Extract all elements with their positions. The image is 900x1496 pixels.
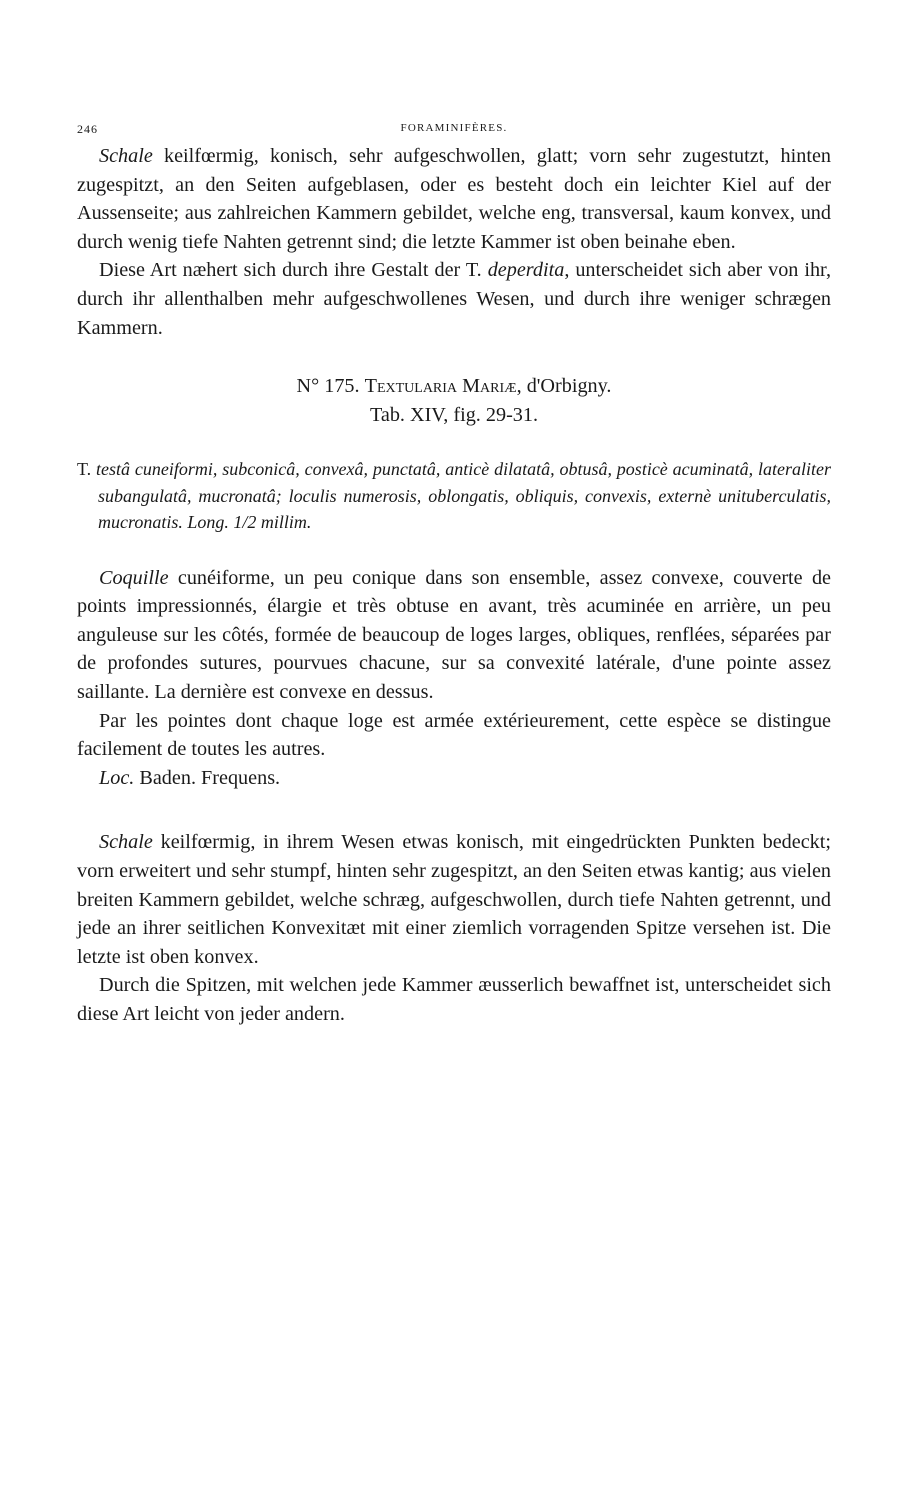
lead-word: Schale [99,145,153,167]
locality-line [77,764,831,793]
german-paragraph-1 [77,142,831,256]
running-title: FORAMINIFÈRES. [400,122,508,134]
running-header [77,118,831,142]
locality-label: Loc. [99,766,135,789]
lead-word: Coquille [99,566,169,589]
species-author: , d'Orbigny. [516,375,612,398]
latin-diagnosis [77,456,831,536]
german-paragraph-2 [77,256,831,342]
locality-text: Baden. Frequens. [134,766,281,789]
species-number: N° 175. [296,375,360,398]
diagnosis-text: testâ cuneiformi, subconicâ, convexâ, punctatâ, anticè dilatatâ, obtusâ, posticè acuminatâ, lateraliter subangulatâ, mucronatâ; loculis numerosis, oblongatis, obliquis, convexis, externè unituberculatis, mucronatis. Long. 1/2 millim. [91,459,831,533]
plate-reference: Tab. XIV, fig. 29-31. [369,404,539,427]
german-description-1 [77,142,831,342]
species-name: deperdita [487,259,565,282]
german-paragraph-4: Durch die Spitzen, mit welchen jede Kammer æusserlich bewaffnet ist, unterscheidet sich diese Art leicht von jeder andern. [77,974,831,1025]
paragraph-text: keilfœrmig, in ihrem Wesen etwas konisch, mit eingedrückten Punkten bedeckt; vorn erweitert und sehr stumpf, hinten sehr zugespitzt, an den Seiten etwas kantig; aus vielen breiten Kammern gebildet, welche schræg, aufgeschwollen, durch tiefe Nahten getrennt, und jede an ihrer seitlichen Konvexitæt mit einer ziemlich vorragenden Spitze versehen ist. Die letzte ist oben konvex. [77,831,831,968]
paragraph-text: , unterscheidet sich aber von ihr, durch ihr allenthalben mehr aufgeschwollenes Wesen, und durch ihre weniger schrægen Kammern. [77,259,832,339]
species-epithet: Mariæ [462,375,517,398]
page-number: 246 [77,122,98,136]
german-description-2 [77,828,831,1028]
french-paragraph-2: Par les pointes dont chaque loge est armée extérieurement, cette espèce se distingue facilement de toutes les autres. [77,709,831,761]
french-description [77,564,831,793]
genus-name: Textularia [364,375,458,398]
paragraph-text: cunéiforme, un peu conique dans son ensemble, assez convexe, couverte de points impressionnés, élargie et très obtuse en avant, très acuminée en arrière, un peu anguleuse sur les côtés, formée de beaucoup de loges larges, obliques, renflées, séparées par de profondes sutures, pourvues chacune, sur sa convexité latérale, d'une pointe assez saillante. La dernière est convexe en dessus. [77,566,831,704]
paragraph-text: keilfœrmig, konisch, sehr aufgeschwollen, glatt; vorn sehr zugestutzt, hinten zugespitzt, an den Seiten aufgeblasen, oder es besteht doch ein leichter Kiel auf der Aussenseite; aus zahlreichen Kammern gebildet, welche eng, transversal, kaum konvex, und durch wenig tiefe Nahten getrennt sind; die letzte Kammer ist oben beinahe eben. [77,145,831,253]
paragraph-text: Diese Art næhert sich durch ihre Gestalt der T. [99,259,488,282]
french-paragraph-1 [77,564,831,707]
german-paragraph-3 [77,828,831,971]
species-heading [77,372,831,401]
lead-word: Schale [99,831,153,854]
document-page [77,118,831,1029]
genus-abbrev: T. [77,459,92,480]
